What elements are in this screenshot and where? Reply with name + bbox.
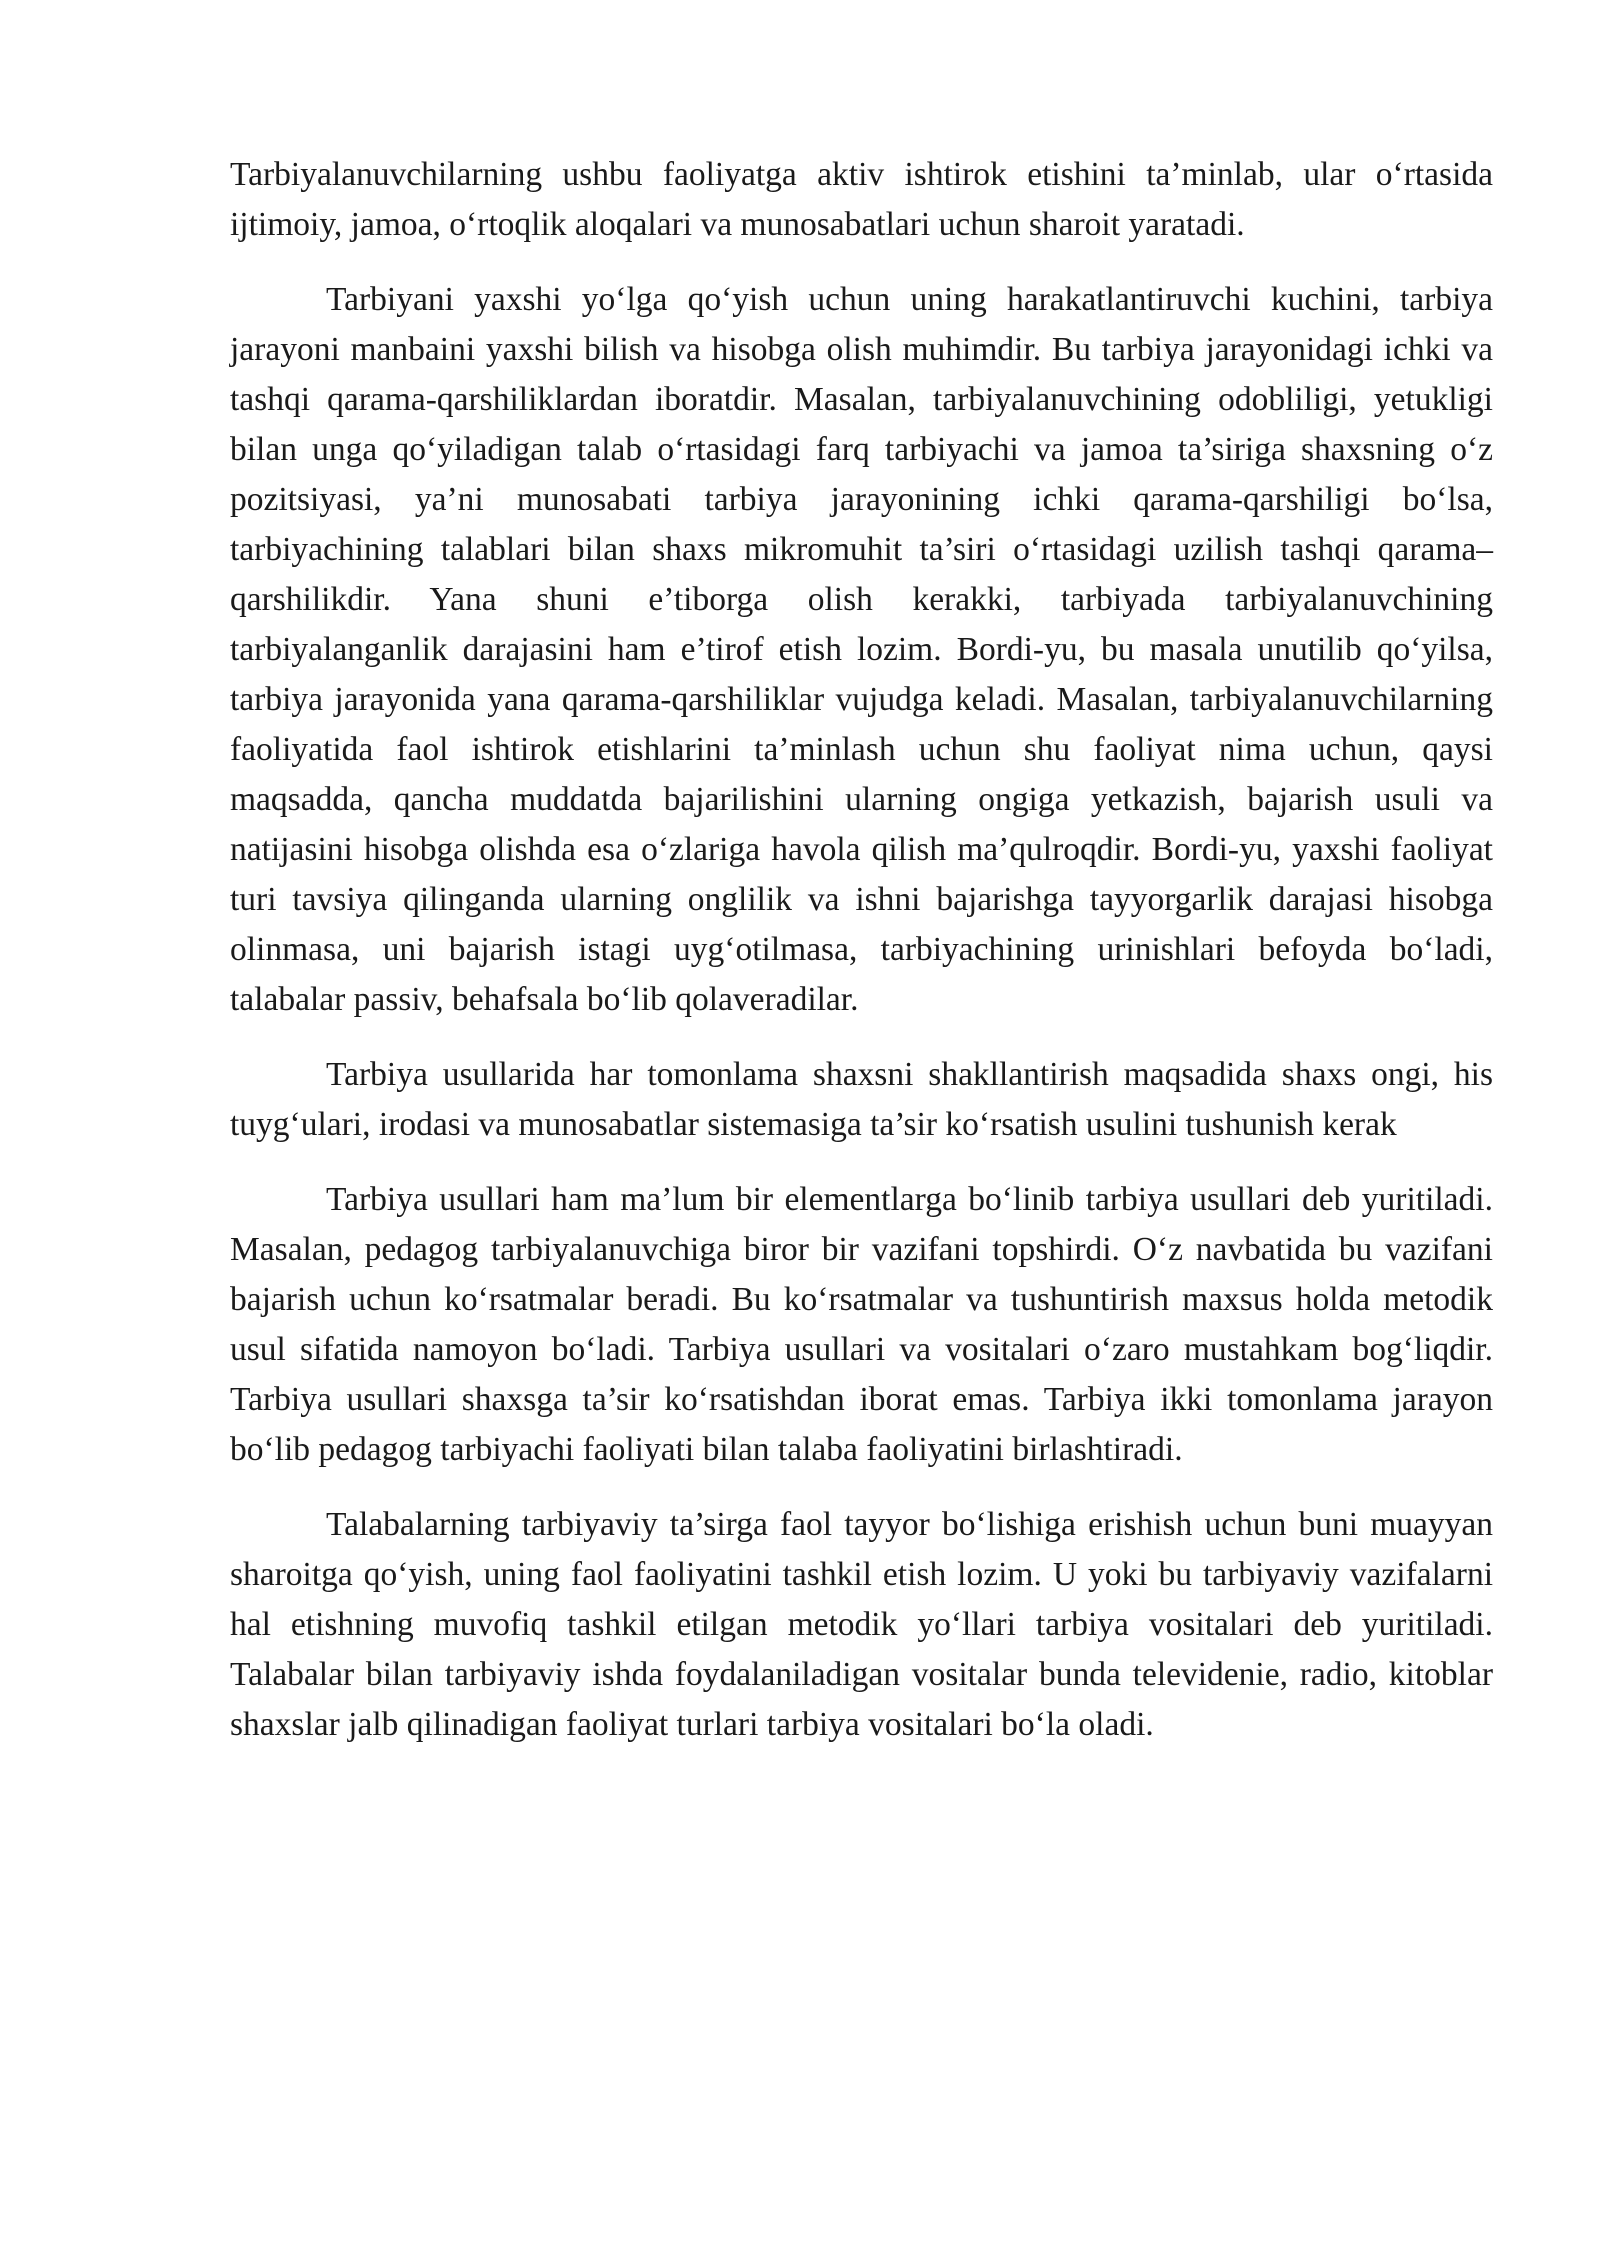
paragraph-2: Tarbiyani yaxshi yo‘lga qo‘yish uchun uning harakatlantiruvchi kuchini, tarbiya jarayoni manbaini yaxshi bilish va hisobga olish muhimdir. Bu tarbiya jarayonidagi ichki va tashqi qarama-qarshiliklardan iboratdir. Masalan, tarbiyalanuvchining odobliligi, yetukligi bilan unga qo‘yiladigan talab o‘rtasidagi farq tarbiyachi va jamoa ta’siriga shaxsning o‘z pozitsiyasi, ya’ni munosabati tarbiya jarayonining ichki qarama-qarshiligi bo‘lsa, tarbiyachining talablari bilan shaxs mikromuhit ta’siri o‘rtasidagi uzilish tashqi qarama–qarshilikdir. Yana shuni e’tiborga olish kerakki, tarbiyada tarbiyalanuvchining tarbiyalanganlik darajasini ham e’tirof etish lozim. Bordi-yu, bu masala unutilib qo‘yilsa, tarbiya jarayonida yana qarama-qarshiliklar vujudga keladi. Masalan, tarbiyalanuvchilarning faoliyatida faol ishtirok etishlarini ta’minlash uchun shu faoliyat nima uchun, qaysi maqsadda, qancha muddatda bajarilishini ularning ongiga yetkazish, bajarish usuli va natijasini hisobga olishda esa o‘zlariga havola qilish ma’qulroqdir. Bordi-yu, yaxshi faoliyat turi tavsiya qilinganda ularning onglilik va ishni bajarishga tayyorgarlik darajasi hisobga olinmasa, uni bajarish istagi uyg‘otilmasa, tarbiyachining urinishlari befoyda bo‘ladi, talabalar passiv, behafsala bo‘lib qolaveradilar. — [230, 281, 1493, 1018]
document-body — [230, 150, 1493, 1775]
paragraph-3: Tarbiya usullarida har tomonlama shaxsni shakllantirish maqsadida shaxs ongi, his tuyg‘ulari, irodasi va munosabatlar sistemasiga ta’sir ko‘rsatish usulini tushunish kerak — [230, 1056, 1493, 1143]
paragraph-1: Tarbiyalanuvchilarning ushbu faoliyatga aktiv ishtirok etishini ta’minlab, ular o‘rtasida ijtimoiy, jamoa, o‘rtoqlik aloqalari va munosabatlari uchun sharoit yaratadi. — [230, 156, 1493, 243]
paragraph-4: Tarbiya usullari ham ma’lum bir elementlarga bo‘linib tarbiya usullari deb yuritiladi. Masalan, pedagog tarbiyalanuvchiga biror bir vazifani topshirdi. O‘z navbatida bu vazifani bajarish uchun ko‘rsatmalar beradi. Bu ko‘rsatmalar va tushuntirish maxsus holda metodik usul sifatida namoyon bo‘ladi. Tarbiya usullari va vositalari o‘zaro mustahkam bog‘liqdir. Tarbiya usullari shaxsga ta’sir ko‘rsatishdan iborat emas. Tarbiya ikki tomonlama jarayon bo‘lib pedagog tarbiyachi faoliyati bilan talaba faoliyatini birlashtiradi. — [230, 1181, 1493, 1468]
paragraph-5: Talabalarning tarbiyaviy ta’sirga faol tayyor bo‘lishiga erishish uchun buni muayyan sharoitga qo‘yish, uning faol faoliyatini tashkil etish lozim. U yoki bu tarbiyaviy vazifalarni hal etishning muvofiq tashkil etilgan metodik yo‘llari tarbiya vositalari deb yuritiladi. Talabalar bilan tarbiyaviy ishda foydalaniladigan vositalar bunda televidenie, radio, kitoblar shaxslar jalb qilinadigan faoliyat turlari tarbiya vositalari bo‘la oladi. — [230, 1506, 1493, 1743]
